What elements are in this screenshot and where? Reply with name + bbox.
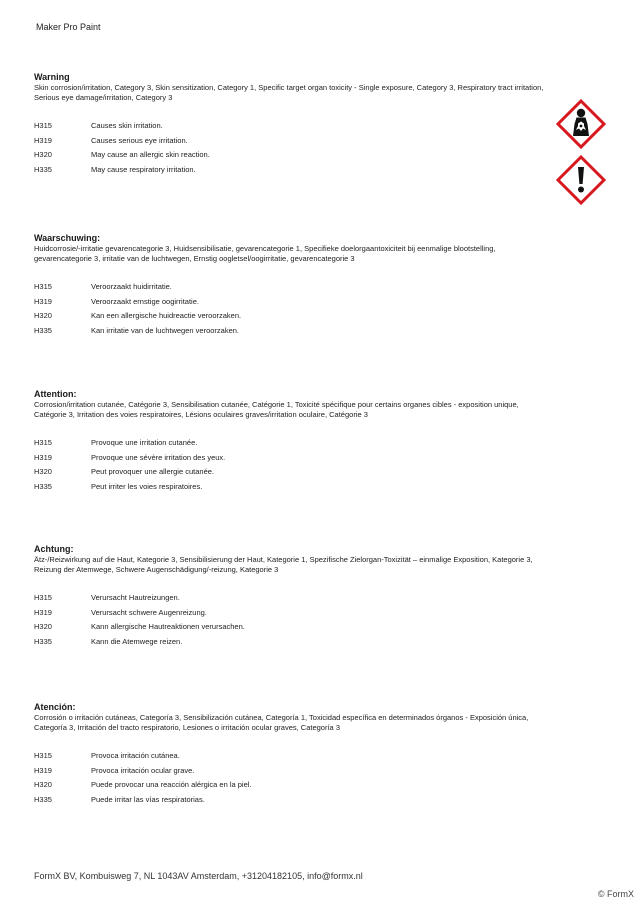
section-spanish	[34, 702, 549, 807]
company-footer: FormX BV, Kombuisweg 7, NL 1043AV Amsterdam, +31204182105, info@formx.nl	[34, 871, 363, 881]
hazard-code: H315	[34, 751, 52, 760]
hazard-statement-list	[34, 749, 549, 807]
hazard-classification: Corrosion/irritation cutanée, Catégorie 3, Sensibilisation cutanée, Catégorie 1, Toxicité spécifique pour certains organes cibles - exposition unique, Catégorie 3, Irritation des voies respiratoires, Lésions oculaires graves/irritation oculaire, Catégorie 3	[34, 400, 519, 419]
hazard-statement	[34, 606, 549, 621]
hazard-statement	[34, 635, 549, 650]
hazard-text: May cause respiratory irritation.	[91, 164, 196, 174]
hazard-code: H320	[34, 467, 52, 476]
hazard-classification: Corrosión o irritación cutáneas, Categoría 3, Sensibilización cutánea, Categoría 1, Toxicidad específica en determinados órganos - Exposición única, Categoría 3, Irritación del tracto respiratorio, Lesiones o irritación ocular graves, Categoría 3	[34, 713, 529, 732]
hazard-code: H335	[34, 325, 52, 335]
hazard-text: Causes skin irritation.	[91, 121, 163, 130]
hazard-statement	[34, 436, 549, 451]
hazard-text: Verursacht Hautreizungen.	[91, 593, 180, 602]
hazard-code: H319	[34, 607, 52, 617]
section-heading: Attention:	[34, 389, 77, 399]
hazard-code: H319	[34, 135, 52, 145]
hazard-text: Puede irritar las vías respiratorias.	[91, 794, 205, 804]
hazard-text: Veroorzaakt huidirritatie.	[91, 282, 172, 291]
section-heading: Warning	[34, 72, 70, 82]
hazard-classification: Skin corrosion/irritation, Category 3, Skin sensitization, Category 1, Specific target organ toxicity - Single exposure, Category 3, Respiratory tract irritation, Serious eye damage/irritation, Category 3	[34, 83, 544, 102]
hazard-statement-list	[34, 436, 549, 494]
hazard-classification: Huidcorrosie/-irritatie gevarencategorie 3, Huidsensibilisatie, gevarencategorie 1, Specifieke doelorgaantoxiciteit bij eenmalige blootstelling, gevarencategorie 3, irritatie van de luchtwegen, Ernstig oogletsel/oogirritatie, gevarencategorie 3	[34, 244, 496, 263]
hazard-code: H315	[34, 282, 52, 291]
ghs-pictograms	[556, 99, 608, 211]
hazard-text: Kan irritatie van de luchtwegen veroorzaken.	[91, 325, 240, 335]
hazard-statement	[34, 148, 549, 163]
hazard-text: Kan een allergische huidreactie veroorzaken.	[91, 311, 242, 320]
section-french	[34, 389, 549, 494]
hazard-code: H319	[34, 296, 52, 306]
hazard-statement	[34, 591, 549, 606]
hazard-statement	[34, 295, 549, 310]
product-name: Maker Pro Paint	[36, 22, 101, 32]
section-german	[34, 544, 549, 649]
hazard-code: H335	[34, 481, 52, 491]
hazard-statement	[34, 163, 549, 178]
hazard-code: H319	[34, 452, 52, 462]
hazard-code: H320	[34, 780, 52, 789]
hazard-statement	[34, 465, 549, 480]
section-english	[34, 72, 549, 177]
section-heading: Waarschuwing:	[34, 233, 101, 243]
hazard-code: H335	[34, 164, 52, 174]
hazard-text: May cause an allergic skin reaction.	[91, 150, 210, 159]
hazard-code: H320	[34, 622, 52, 631]
hazard-statement	[34, 764, 549, 779]
health-hazard-icon	[556, 99, 606, 149]
hazard-code: H335	[34, 794, 52, 804]
hazard-code: H320	[34, 150, 52, 159]
hazard-text: Veroorzaakt ernstige oogirritatie.	[91, 296, 199, 306]
hazard-text: Verursacht schwere Augenreizung.	[91, 607, 207, 617]
hazard-statement	[34, 119, 549, 134]
hazard-statement-list	[34, 591, 549, 649]
hazard-statement	[34, 749, 549, 764]
hazard-code: H335	[34, 636, 52, 646]
hazard-text: Kann die Atemwege reizen.	[91, 636, 183, 646]
section-heading: Atención:	[34, 702, 76, 712]
hazard-code: H320	[34, 311, 52, 320]
hazard-code: H315	[34, 438, 52, 447]
hazard-statement	[34, 309, 549, 324]
hazard-text: Provoca irritación cutánea.	[91, 751, 180, 760]
hazard-code: H319	[34, 765, 52, 775]
hazard-statement-list	[34, 119, 549, 177]
hazard-text: Provoque une irritation cutanée.	[91, 438, 198, 447]
section-dutch	[34, 233, 549, 338]
hazard-text: Peut irriter les voies respiratoires.	[91, 481, 203, 491]
hazard-statement	[34, 134, 549, 149]
hazard-text: Provoque une sévère irritation des yeux.	[91, 452, 226, 462]
hazard-statement	[34, 778, 549, 793]
hazard-statement	[34, 280, 549, 295]
exclamation-mark-icon	[556, 155, 606, 205]
copyright-notice: © FormX	[597, 889, 634, 899]
hazard-classification: Ätz-/Reizwirkung auf die Haut, Kategorie 3, Sensibilisierung der Haut, Kategorie 1, Spezifische Zielorgan-Toxizität – einmalige Exposition, Kategorie 3, Reizung der Atemwege, Schwere Augenschädigung/-reizung, Kategorie 3	[34, 555, 533, 574]
hazard-statement-list	[34, 280, 549, 338]
hazard-text: Peut provoquer une allergie cutanée.	[91, 467, 215, 476]
hazard-text: Provoca irritación ocular grave.	[91, 765, 195, 775]
hazard-statement	[34, 620, 549, 635]
hazard-text: Kann allergische Hautreaktionen verursachen.	[91, 622, 245, 631]
hazard-code: H315	[34, 593, 52, 602]
hazard-statement	[34, 324, 549, 339]
hazard-text: Puede provocar una reacción alérgica en la piel.	[91, 780, 252, 789]
hazard-statement	[34, 793, 549, 808]
section-heading: Achtung:	[34, 544, 74, 554]
hazard-statement	[34, 451, 549, 466]
hazard-code: H315	[34, 121, 52, 130]
hazard-statement	[34, 480, 549, 495]
hazard-text: Causes serious eye irritation.	[91, 135, 188, 145]
